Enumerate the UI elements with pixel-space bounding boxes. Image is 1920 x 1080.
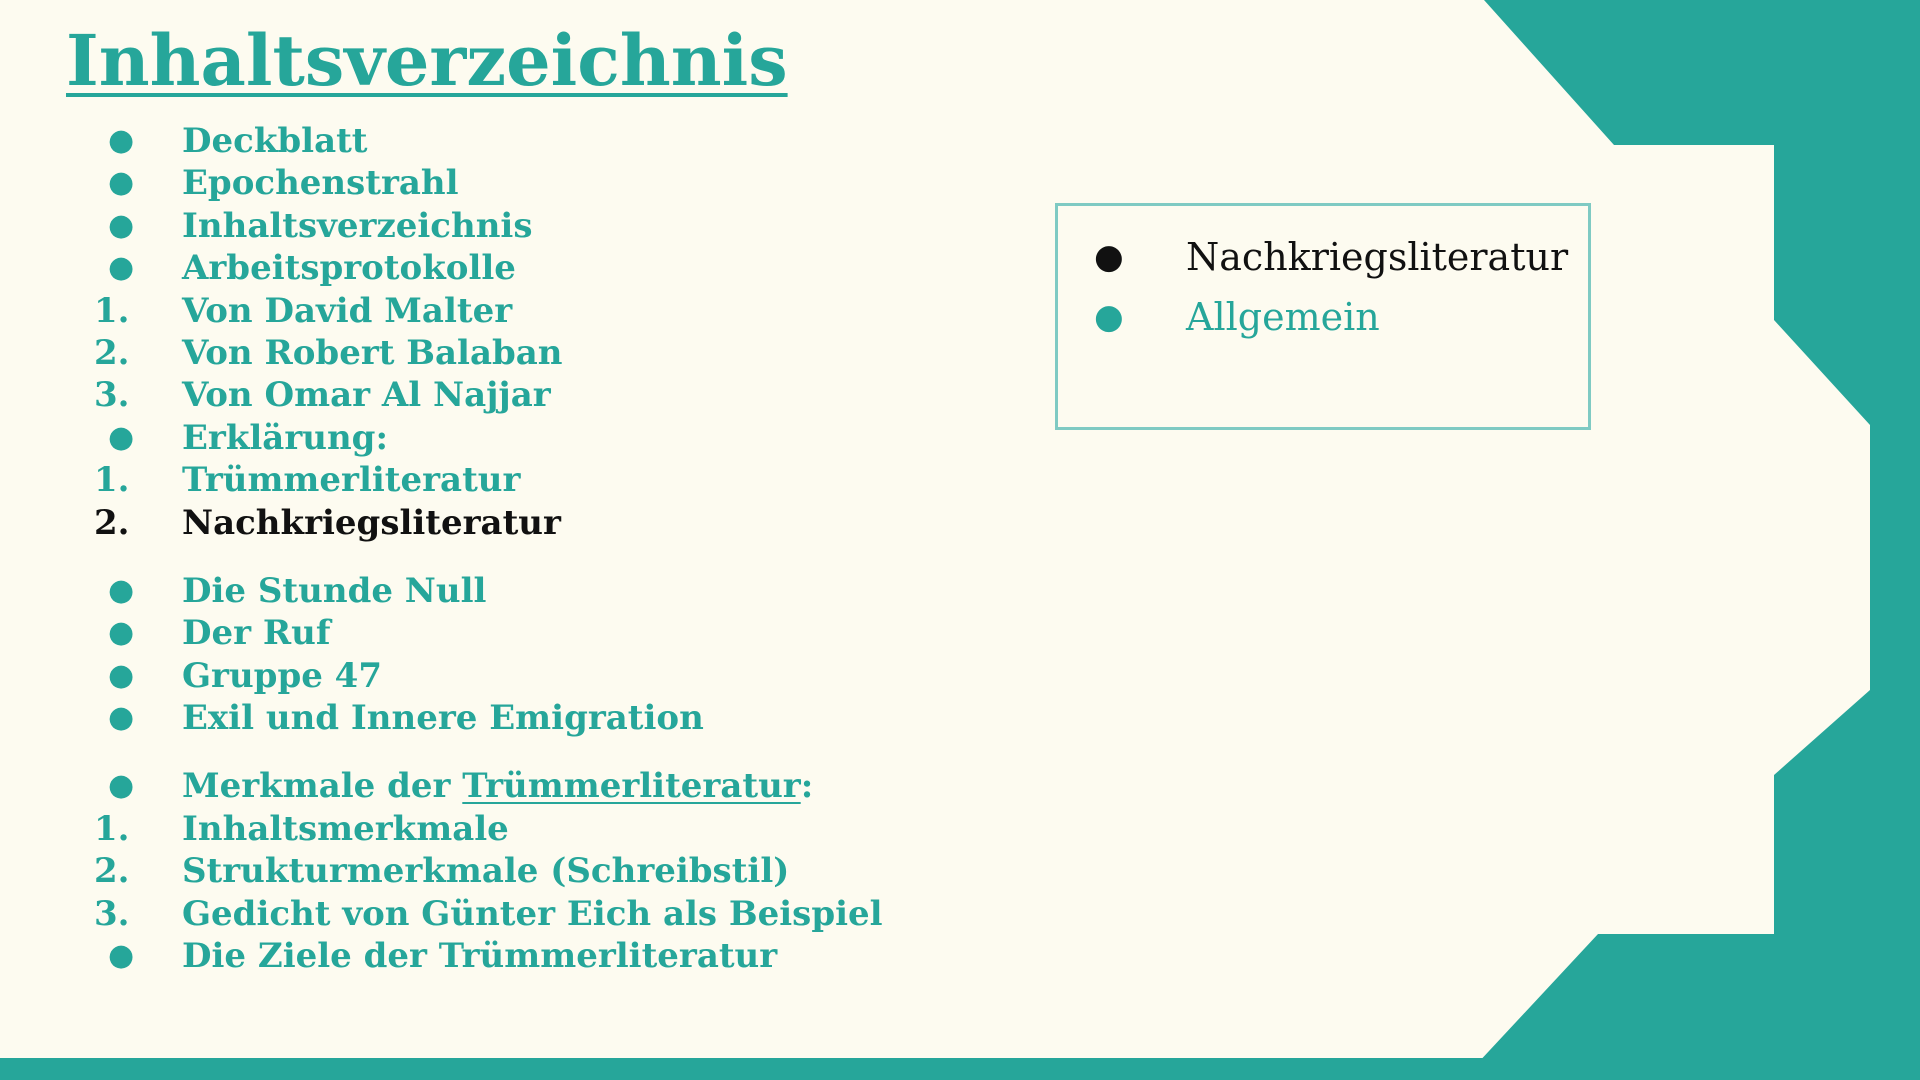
toc-item-label: Der Ruf [182,613,331,654]
bullet-icon: ● [108,123,135,158]
bullet-icon: ● [108,419,135,455]
page-title: Inhaltsverzeichnis [66,19,788,102]
list-number: 3. [94,375,130,416]
bullet-icon: ● [108,165,135,201]
toc-item-label: Von David Malter [182,290,513,331]
toc-item-label: Epochenstrahl [182,163,459,204]
bullet-icon: ● [108,768,135,804]
toc-item-label: Gedicht von Günter Eich als Beispiel [182,893,883,934]
toc-item-label [182,765,813,807]
toc-item-label: Von Omar Al Najjar [182,375,551,416]
toc-item-label: Deckblatt [182,121,368,161]
toc-item-label: Arbeitsprotokolle [182,248,516,289]
list-number: 2. [94,332,130,373]
toc-item-label: Exil und Innere Emigration [182,698,704,739]
bullet-icon: ● [1094,297,1124,337]
box-item-label: Allgemein [1186,295,1380,339]
toc-item-label: Die Stunde Null [182,570,487,611]
bullet-icon: ● [108,207,135,243]
bottom-accent-bar [0,1058,1920,1080]
bullet-icon: ● [108,700,135,736]
toc-item-label: Nachkriegsliteratur [182,502,561,543]
list-number: 1. [94,290,130,331]
toc-item-label: Die Ziele der Trümmerliteratur [182,936,778,977]
bullet-icon: ● [108,615,135,651]
list-number: 1. [94,808,130,849]
truemmerliteratur-link[interactable]: Trümmerliteratur [462,766,801,807]
bullet-icon: ● [108,572,135,608]
bullet-icon: ● [1094,237,1124,277]
toc-item-label: Inhaltsmerkmale [182,808,509,849]
toc-item-label: Gruppe 47 [182,655,382,696]
toc-item-label: Von Robert Balaban [182,332,563,373]
list-number: 3. [94,893,130,934]
box-item-label: Nachkriegsliteratur [1186,235,1569,279]
toc-item-label-prefix: Merkmale der [182,766,463,807]
toc-item-label: Erklärung: [182,417,389,458]
bullet-icon: ● [108,938,135,974]
section-info-box [1055,203,1591,430]
list-number: 2. [94,502,130,543]
accent-shape-right [1462,0,1920,1080]
list-number: 1. [94,460,130,501]
toc-item-label: Inhaltsverzeichnis [182,205,533,246]
bullet-icon: ● [108,657,135,693]
toc-item-label: Trümmerliteratur [182,460,521,501]
toc-item-label-suffix: : [800,766,814,807]
list-number: 2. [94,851,130,892]
bullet-icon: ● [108,250,135,286]
toc-item-label: Strukturmerkmale (Schreibstil) [182,851,790,892]
